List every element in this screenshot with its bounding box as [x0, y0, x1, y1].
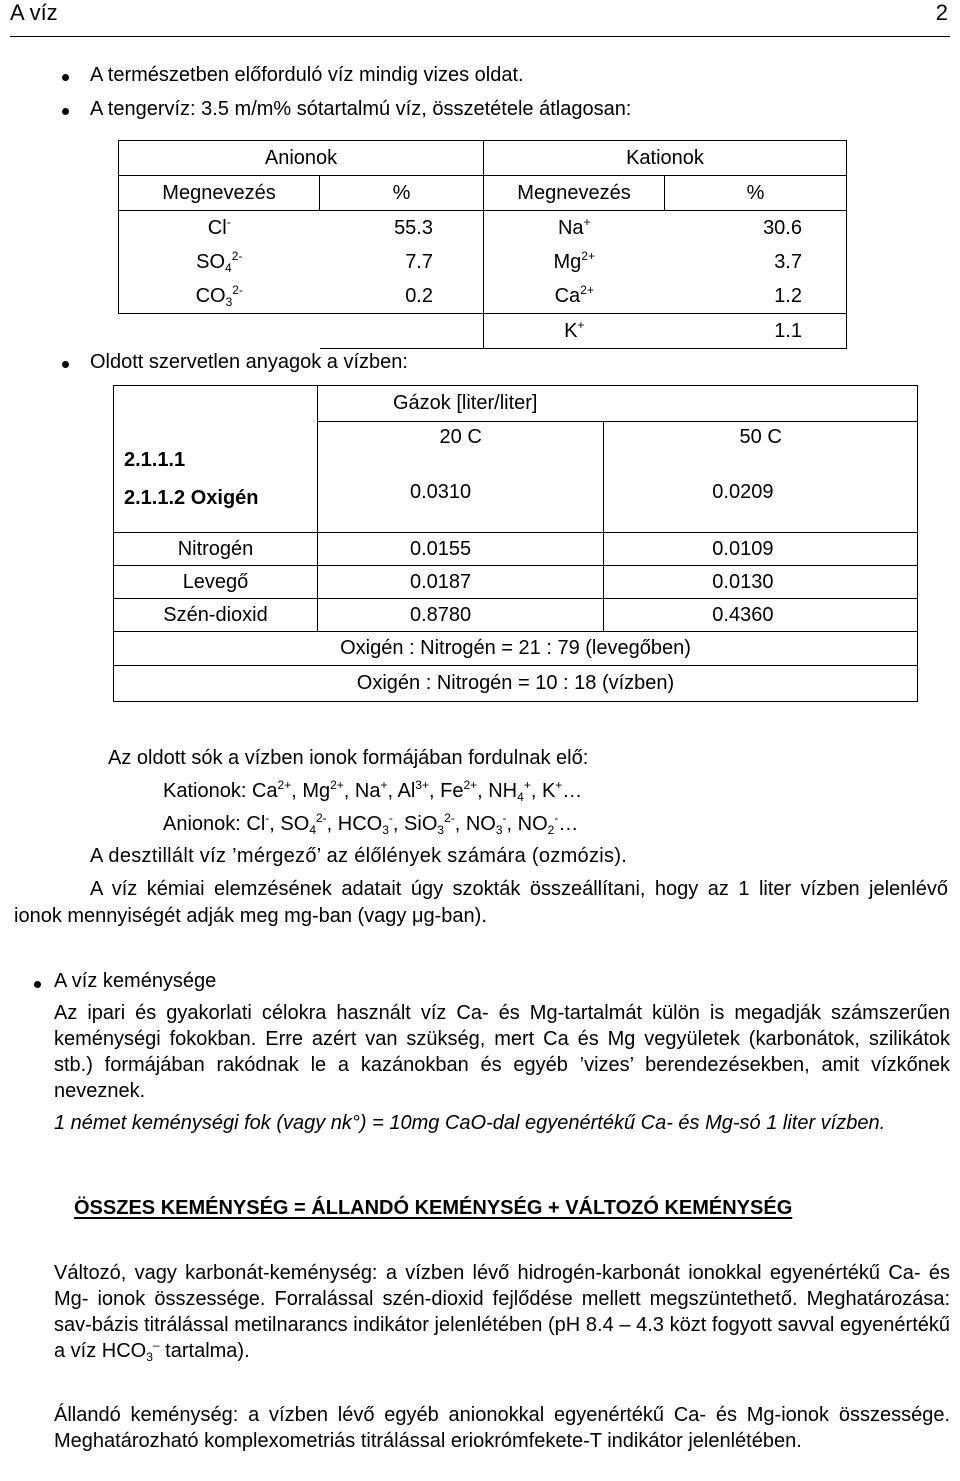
permanent-hardness-paragraph: Állandó keménység: a vízben lévő egyéb anionokkal egyenértékű Ca- és Mg-ionok összessége. Meghatározható komplexometriás titrálással eriokrómfekete-T indikátor jelenlétében. — [54, 1404, 950, 1452]
oxygen-row-label: 2.1.1.2 Oxigén — [114, 481, 318, 533]
bullet-text-natural-water: A természetben előforduló víz mindig vizes oldat. — [90, 64, 524, 86]
bullet-text-dissolved: Oldott szervetlen anyagok a vízben: — [90, 351, 408, 373]
anion-formula-cell: Cl- — [207, 214, 231, 239]
gas-name-cell: Szén-dioxid — [114, 599, 318, 632]
bullet-text-seawater: A tengervíz: 3.5 m/m% sótartalmú víz, összetétele átlagosan: — [90, 98, 632, 120]
seawater-ion-table — [118, 140, 847, 349]
german-degree-definition: 1 német keménységi fok (vagy nk°) = 10mg CaO-dal egyenértékű Ca- és Mg-só 1 liter vízben. — [54, 1112, 886, 1134]
col-header-50c: 50 C — [604, 422, 918, 481]
anions-list: Anionok: Cl-, $SO_4^{2-}$, $HCO_3^-$, SiO$_3^{2-}$, $NO_3^-$, $NO_2^-\dots$ — [163, 811, 579, 837]
distilled-water-note: A desztillált víz ’mérgező’ az élőlények számára (ozmózis). — [90, 845, 628, 867]
cation-value-cell: 1.1 — [665, 314, 847, 349]
cation-name-col-header: Megnevezés — [484, 176, 665, 211]
ratio-air: Oxigén : Nitrogén = 21 : 79 (levegőben) — [114, 632, 918, 666]
section-number-label: 2.1.1.1 — [114, 422, 318, 481]
gas-name-cell: Levegő — [114, 566, 318, 599]
cation-formula-cell: $Ca^{2+}$ — [554, 282, 594, 307]
gas-solubility-table — [113, 385, 918, 702]
cation-formula-cell: $Mg^{2+}$ — [553, 248, 595, 273]
cation-value-cell: 30.6 — [763, 216, 802, 239]
analysis-paragraph: A víz kémiai elemzésének adatait úgy szokták összeállítani, hogy az 1 liter vízben jelenlévő ionok mennyiségét adják meg mg-ban (vagy μg-ban). — [14, 878, 948, 927]
bullet-icon — [62, 361, 69, 368]
ratio-water: Oxigén : Nitrogén = 10 : 18 (vízben) — [114, 666, 918, 702]
hardness-formula: ÖSSZES KEMÉNYSÉG = ÁLLANDÓ KEMÉNYSÉG + VÁLTOZÓ KEMÉNYSÉG — [74, 1197, 793, 1219]
page-title: A víz — [10, 0, 58, 25]
hardness-paragraph-1: Az ipari és gyakorlati célokra használt víz Ca- és Mg-tartalmát külön is megadják számszerűen keménységi fokokban. Erre azért van szükség, mert Ca és Mg vegyületek (karbonátok, szilikátok stb.) formájában rakódnak le a kazánokban és egyéb ’vizes’ berendezésekben, amit vízkőnek neveznek. — [54, 1002, 950, 1102]
anion-value-cell: 7.7 — [320, 245, 484, 279]
anion-value-cell: 0.2 — [320, 279, 484, 314]
cations-list: Kationok: $Ca^{2+}$, $Mg^{2+}$, Na+, $Al^{3+}$, $Fe^{2+}$, $NH_4^+$, K+… — [163, 778, 583, 804]
col-header-20c: 20 C — [318, 422, 604, 481]
anion-pct-col-header: % — [320, 176, 484, 211]
anion-value-cell: 55.3 — [320, 211, 484, 246]
cation-formula-cell: K+ — [484, 314, 665, 349]
cation-formula-cell: Na+ — [557, 214, 591, 239]
cation-header: Kationok — [484, 141, 847, 176]
anion-header: Anionok — [119, 141, 484, 176]
anion-name-col-header: Megnevezés — [119, 176, 320, 211]
hardness-heading: A víz keménysége — [54, 970, 217, 992]
gas-20c-cell: 0.8780 — [318, 599, 604, 632]
bullet-icon — [62, 108, 69, 115]
gas-table-header: Gázok [liter/liter] — [318, 386, 918, 422]
gas-name-cell: Nitrogén — [114, 533, 318, 566]
gas-50c-cell: 0.0130 — [604, 566, 918, 599]
bullet-icon — [62, 74, 69, 81]
bullet-icon — [34, 981, 41, 988]
page-number: 2 — [935, 0, 948, 25]
temporary-hardness-paragraph: Változó, vagy karbonát-keménység: a vízben lévő hidrogén-karbonát ionokkal egyenértékű Ca- és Mg- ionok összessége. Forralással szén-dioxid fejlődése mellett megszüntethető. Meghatározása: sav-bázis titrálással metilnarancs indikátor jelenlétében (pH 8.4 – 4.3 közt fogyott savval egyenértékű a víz $HCO_3^-$ tartalma). — [54, 1262, 950, 1364]
cation-value-cell: 3.7 — [774, 250, 802, 273]
oxygen-50c-value: 0.0209 — [604, 481, 918, 533]
anion-formula-cell: $SO_4^{2-}$ — [196, 248, 243, 275]
anion-formula-cell: $CO_3^{2-}$ — [195, 282, 243, 309]
gas-50c-cell: 0.0109 — [604, 533, 918, 566]
gas-20c-cell: 0.0187 — [318, 566, 604, 599]
header-rule — [10, 36, 950, 37]
cation-pct-col-header: % — [665, 176, 847, 211]
gas-50c-cell: 0.4360 — [604, 599, 918, 632]
ions-intro: Az oldott sók a vízben ionok formájában fordulnak elő: — [108, 747, 589, 769]
cation-value-cell: 1.2 — [774, 284, 802, 307]
oxygen-20c-value: 0.0310 — [318, 481, 604, 533]
gas-20c-cell: 0.0155 — [318, 533, 604, 566]
